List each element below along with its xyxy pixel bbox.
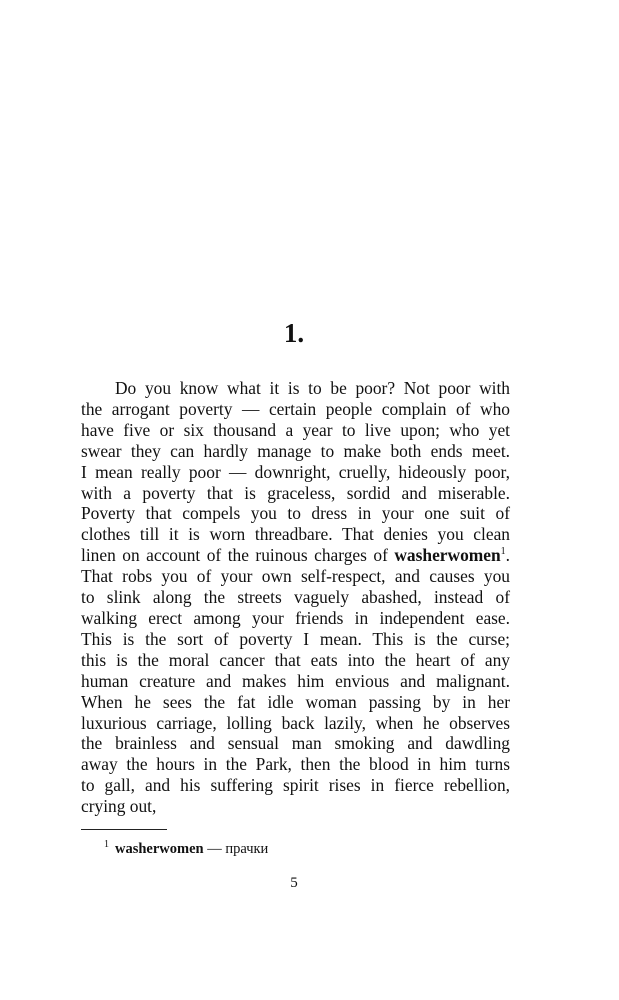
footnote-ref[interactable]: 1 [500, 546, 506, 558]
text-line: This is the sort of poverty I mean. This is the curse; [81, 628, 510, 649]
text-line: Poverty that compels you to dress in your one suit of [81, 503, 510, 524]
text-line: swear they can hardly manage to make both ends meet. [81, 440, 510, 461]
chapter-number: 1. [283, 318, 305, 348]
text-line: clothes till it is worn threadbare. That denies you clean [81, 524, 510, 545]
footnote [104, 836, 268, 858]
text-line: luxurious carriage, lolling back lazily, when he observes [81, 712, 510, 733]
text-line: the arrogant poverty — certain people complain of who [81, 398, 510, 419]
text-line: the brainless and sensual man smoking and dawdling [81, 733, 510, 754]
body-text [81, 378, 510, 817]
text-line: this is the moral cancer that eats into the heart of any [81, 649, 510, 670]
text-line: That robs you of your own self-respect, and causes you [81, 566, 510, 587]
keyword: washerwomen [394, 545, 501, 566]
footnote-translation: прачки [225, 840, 269, 857]
keyword-trailing-punctuation: . [505, 545, 510, 566]
text-line-with-footnote [81, 545, 510, 566]
footnote-divider [81, 829, 167, 830]
footnote-term: washerwomen [115, 840, 204, 857]
text-line: Do you know what it is to be poor? Not poor with [115, 378, 510, 398]
text-line: with a poverty that is graceless, sordid and miserable. [81, 482, 510, 503]
text-line: I mean really poor — downright, cruelly, hideously poor, [81, 461, 510, 482]
text-line: walking erect among your friends in independent ease. [81, 607, 510, 628]
footnote-separator: — [207, 840, 222, 857]
text-line: have five or six thousand a year to live upon; who yet [81, 419, 510, 440]
text-line: human creature and makes him envious and malignant. [81, 670, 510, 691]
text-line: to slink along the streets vaguely abashed, instead of [81, 587, 510, 608]
text-line: to gall, and his suffering spirit rises in fierce rebellion, [81, 775, 510, 796]
page-number: 5 [290, 875, 298, 891]
footnote-mark: 1 [104, 839, 109, 850]
text-fragment: linen on account of the ruinous charges of [81, 545, 388, 566]
text-line: away the hours in the Park, then the blood in him turns [81, 754, 510, 775]
text-line: crying out, [81, 796, 157, 817]
text-line: When he sees the fat idle woman passing by in her [81, 691, 510, 712]
